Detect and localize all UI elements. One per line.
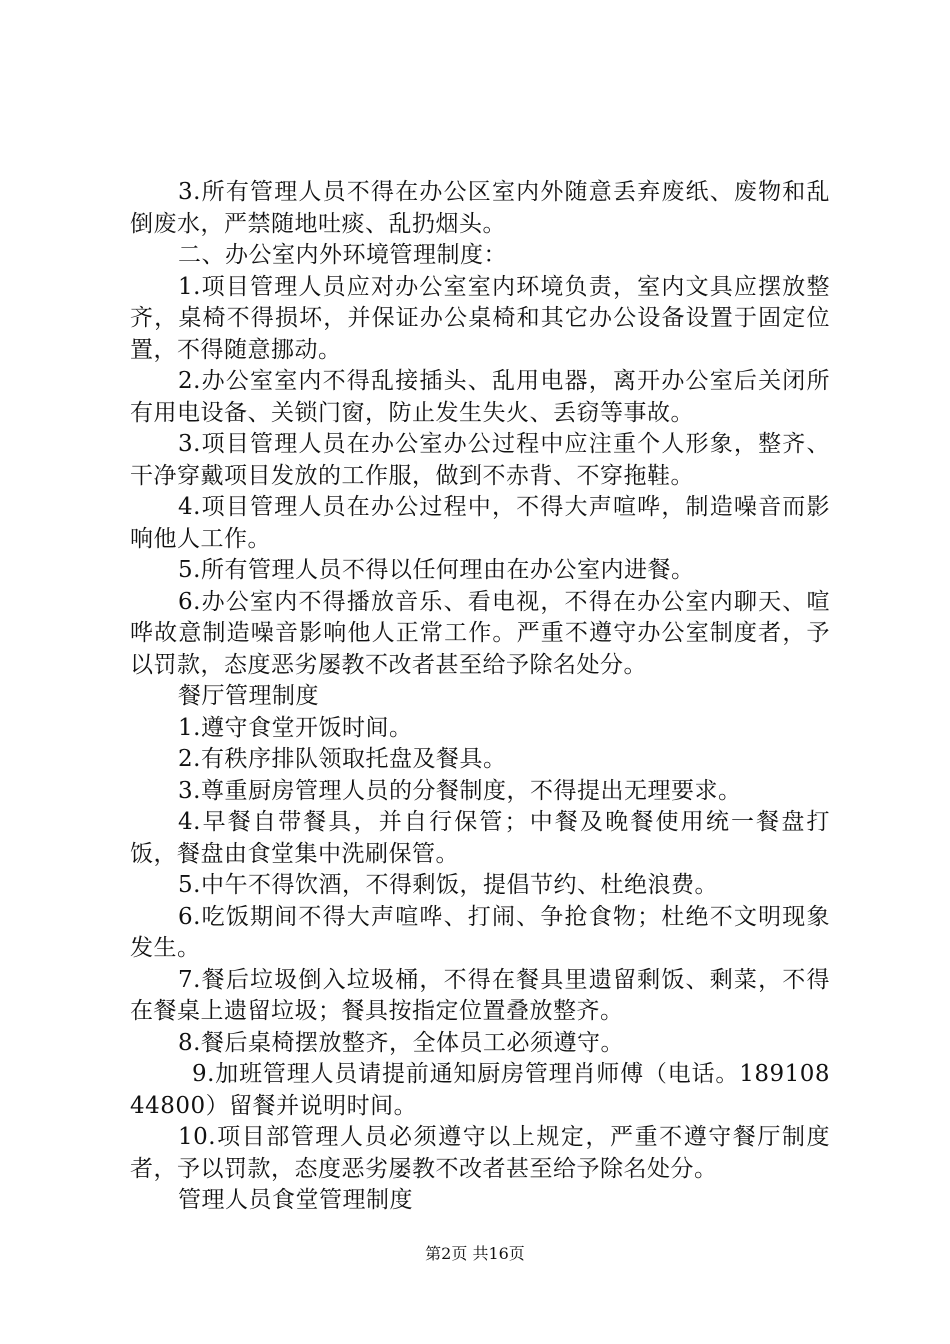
paragraph: 3.所有管理人员不得在办公区室内外随意丢弃废纸、废物和乱倒废水，严禁随地吐痰、乱扔烟头。 [130, 179, 830, 237]
section-heading: 二、办公室内外环境管理制度： [178, 242, 507, 268]
paragraph: 6.吃饭期间不得大声喧哗、打闹、争抢食物；杜绝不文明现象发生。 [130, 903, 830, 961]
paragraph: 2.有秩序排队领取托盘及餐具。 [178, 746, 507, 772]
paragraph: 4.早餐自带餐具，并自行保管；中餐及晚餐使用统一餐盘打饭，餐盘由食堂集中洗刷保管。 [130, 809, 830, 867]
paragraph: 1.项目管理人员应对办公室室内环境负责，室内文具应摆放整齐，桌椅不得损坏，并保证办公桌椅和其它办公设备设置于固定位置，不得随意挪动。 [130, 273, 830, 363]
paragraph: 10.项目部管理人员必须遵守以上规定，严重不遵守餐厅制度者，予以罚款，态度恶劣屡教不改者甚至给予除名处分。 [130, 1124, 830, 1182]
paragraph: 5.中午不得饮酒，不得剩饭，提倡节约、杜绝浪费。 [178, 872, 718, 898]
paragraph: 3.项目管理人员在办公室办公过程中应注重个人形象，整齐、干净穿戴项目发放的工作服，做到不赤背、不穿拖鞋。 [130, 431, 830, 489]
paragraph: 6.办公室内不得播放音乐、看电视，不得在办公室内聊天、喧哗故意制造噪音影响他人正常工作。严重不遵守办公室制度者，予以罚款，态度恶劣屡教不改者甚至给予除名处分。 [130, 588, 830, 678]
paragraph: 7.餐后垃圾倒入垃圾桶，不得在餐具里遗留剩饭、剩菜，不得在餐桌上遗留垃圾；餐具按指定位置叠放整齐。 [130, 966, 830, 1024]
paragraph: 5.所有管理人员不得以任何理由在办公室内进餐。 [178, 557, 695, 583]
section-heading: 餐厅管理制度 [178, 683, 319, 709]
paragraph: 9.加班管理人员请提前通知厨房管理肖师傅（电话。18910844800）留餐并说明时间。 [130, 1061, 830, 1119]
section-heading: 管理人员食堂管理制度 [178, 1187, 413, 1213]
paragraph: 3.尊重厨房管理人员的分餐制度，不得提出无理要求。 [178, 777, 742, 804]
paragraph: 4.项目管理人员在办公过程中，不得大声喧哗，制造噪音而影响他人工作。 [130, 494, 830, 552]
document-body [130, 177, 830, 1217]
paragraph: 1.遵守食堂开饭时间。 [178, 714, 413, 741]
paragraph: 8.餐后桌椅摆放整齐，全体员工必须遵守。 [178, 1029, 624, 1056]
page-number-footer: 第2页 共16页 [425, 1244, 525, 1263]
paragraph: 2.办公室室内不得乱接插头、乱用电器，离开办公室后关闭所有用电设备、关锁门窗，防止发生失火、丢窃等事故。 [130, 368, 830, 426]
